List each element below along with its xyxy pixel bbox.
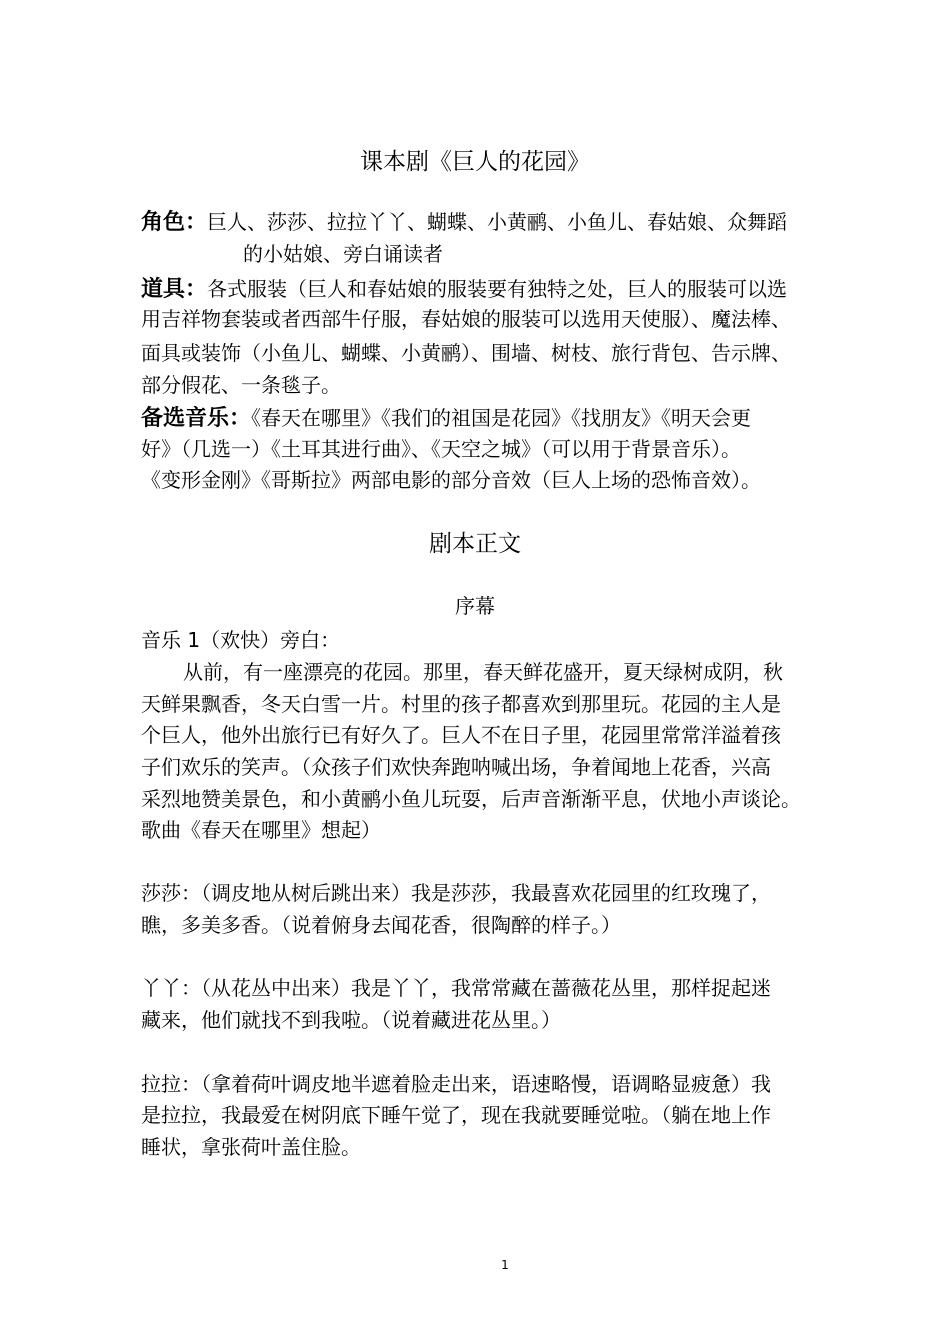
document-title: 课本剧《巨人的花园》 — [360, 149, 590, 175]
props-text-3: （小鱼儿、蝴蝶、小黄鹂） — [241, 341, 471, 365]
shasha-stage-2: 说着俯身去闻花香，很陶醉的样子。 — [291, 913, 601, 937]
lala-line-3: 睡状，拿张荷叶盖住脸。 — [141, 1135, 361, 1159]
props-line-4: 部分假花、一条毯子。 — [141, 373, 341, 397]
narration-stage-4: 众孩子们欢快奔跑呐喊出场，争着闻地上花香，兴高 — [311, 755, 771, 779]
shasha-stage-1: 调皮地从树后跳出来 — [211, 881, 391, 905]
shasha-text-3: ） — [601, 913, 621, 937]
yaya-stage-1: 从花丛中出来 — [211, 976, 331, 1000]
yaya-text-1: ）我是丫丫，我常常藏在蔷薇花丛里，那样捉起迷 — [331, 976, 771, 1000]
roles-line-1 — [141, 205, 787, 236]
props-bold-1: 各式服装 — [207, 277, 288, 301]
music-line-2: 好》（几选一）《土耳其进行曲》、《天空之城》（可以用于背景音乐）。 — [141, 437, 741, 461]
shasha-line-2 — [141, 909, 621, 938]
yaya-stage-2: 说着藏进花丛里。 — [391, 1008, 541, 1032]
shasha-speaker: 莎莎：（ — [141, 881, 211, 905]
narration-line-2: 天鲜果飘香，冬天白雪一片。村里的孩子都喜欢到那里玩。花园的主人是 — [141, 692, 781, 716]
shasha-text-2: 瞧，多美多香。（ — [141, 913, 291, 937]
props-bold-4: 、围墙、树枝、旅行背包、告示牌、 — [471, 341, 791, 365]
lala-text-2: 是拉拉，我最爱在树阴底下睡午觉了，现在我就要睡觉啦。（ — [141, 1103, 671, 1127]
music-line-1 — [141, 401, 751, 432]
roles-text-1: 巨人、莎莎、拉拉丫丫、蝴蝶、小黄鹂、小鱼儿、春姑娘、众舞蹈 — [207, 210, 788, 234]
narration-line-4 — [141, 751, 771, 780]
narration-line-6: 歌曲《春天在哪里》想起） — [141, 818, 381, 842]
section-heading: 剧本正文 — [429, 531, 521, 557]
props-text-2: 用吉祥物套装或者西部牛仔服，春姑娘的服装可以选用天使服） — [141, 307, 691, 331]
narration-line-5: 采烈地赞美景色，和小黄鹂小鱼儿玩耍，后声音渐渐平息，伏地小声谈论。 — [141, 787, 801, 811]
music-line-3: 《变形金刚》《哥斯拉》两部电影的部分音效（巨人上场的恐怖音效）。 — [141, 468, 761, 492]
props-text-1: （巨人和春姑娘的服装要有独特之处，巨人的服装可以选 — [287, 277, 788, 301]
narration-line-1: 从前，有一座漂亮的花园。那里，春天鲜花盛开，夏天绿树成阴，秋 — [183, 660, 783, 684]
narration-line-3: 个巨人，他外出旅行已有好久了。巨人不在日子里，花园里常常洋溢着孩 — [141, 723, 781, 747]
yaya-text-3: ） — [541, 1008, 561, 1032]
yaya-text-2: 藏来，他们就找不到我啦。（ — [141, 1008, 391, 1032]
props-line-3 — [141, 337, 791, 366]
lala-stage-2: 躺在地上作 — [671, 1103, 771, 1127]
narration-text-4: 子们欢乐的笑声。（ — [141, 755, 311, 779]
yaya-speaker: 丫丫：（ — [141, 976, 211, 1000]
music-text-1: 《春天在哪里》《我们的祖国是花园》《找朋友》《明天会更 — [251, 406, 752, 430]
roles-label: 角色： — [141, 210, 208, 235]
props-bold-2: 、魔法棒、 — [691, 307, 791, 331]
props-line-2 — [141, 303, 791, 332]
prologue-heading: 序幕 — [455, 594, 495, 618]
roles-line-2: 的小姑娘、旁白诵读者 — [243, 242, 443, 266]
music-label: 备选音乐： — [141, 406, 252, 431]
props-label: 道具： — [141, 277, 208, 302]
shasha-line-1 — [141, 877, 771, 906]
lala-speaker: 拉拉：（ — [141, 1072, 211, 1096]
yaya-line-1 — [141, 972, 771, 1001]
lala-stage-1: 拿着荷叶调皮地半遮着脸走出来，语速略慢，语调略显疲惫 — [211, 1072, 731, 1096]
page-number: 1 — [501, 1258, 509, 1272]
lala-line-1 — [141, 1068, 771, 1097]
props-line-1 — [141, 272, 787, 303]
lala-line-2 — [141, 1099, 771, 1128]
shasha-text-1: ）我是莎莎，我最喜欢花园里的红玫瑰了， — [391, 881, 771, 905]
yaya-line-2 — [141, 1004, 561, 1033]
lala-text-1: ）我 — [731, 1072, 771, 1096]
narration-heading: 音乐 1（欢快）旁白： — [141, 628, 341, 652]
props-bold-3: 面具或装饰 — [141, 341, 241, 365]
